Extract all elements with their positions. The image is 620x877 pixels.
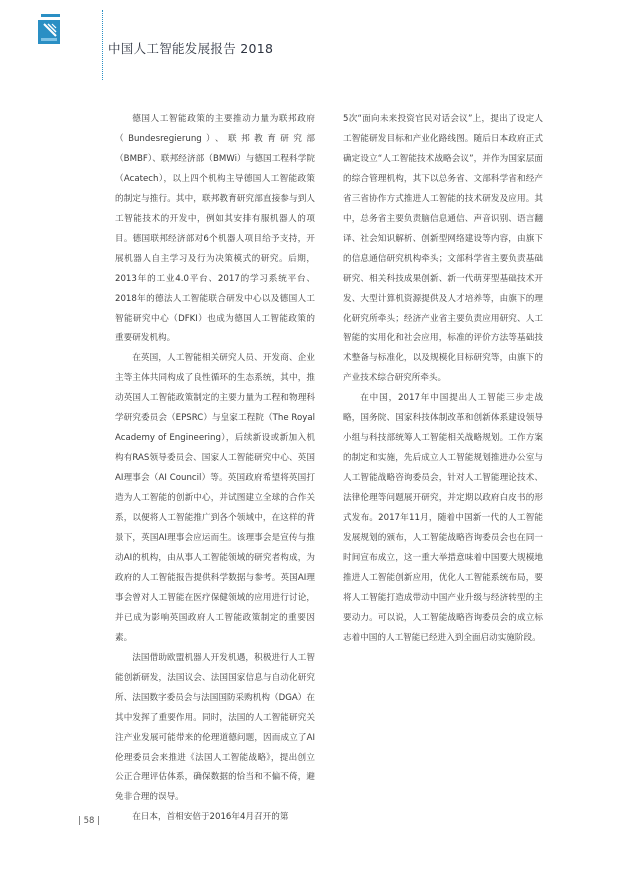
page-number: | 58 | <box>78 816 100 826</box>
page-header-title: 中国人工智能发展报告 2018 <box>108 41 274 56</box>
paragraph-china: 在中国，2017年中国提出人工智能三步走战略，国务院、国家科技体制改革和创新体系建设领导小组与科技部统筹人工智能相关战略规划。工作方案的制定和实施，先后成立人工智能规划推进办公室与人工智能战略咨询委员会，针对人工智能理论技术、法律伦理等问题展开研究，并定期以政府白皮书的形式发布。2017年11月，随着中国新一代的人工智能发展规划的颁布，人工智能战略咨询委员会也在同一时间宣布成立，这一重大举措意味着中国要大规模地推进人工智能创新应用，优化人工智能系统布局，要将人工智能打造成带动中国产业升级与经济转型的主要动力。可以说，人工智能战略咨询委员会的成立标志着中国的人工智能已经进入到全面启动实施阶段。 <box>343 393 543 643</box>
paragraph-france: 法国借助欧盟机器人开发机遇，积极进行人工智能创新研发，法国议会、法国国家信息与自动化研究所、法国数字委员会与法国国防采购机构（DGA）在其中发挥了重要作用。同时，法国的人工智能研究关注产业发展可能带来的伦理道德问题，因而成立了AI伦理委员会来推进《法国人工智能战略》，提出创立公正合理评估体系，确保数据的恰当和不偏不倚，避免非合理的误导。 <box>115 652 315 803</box>
paragraph-japan-start: 在日本，首相安倍于2016年4月召开的第 <box>132 812 289 823</box>
paragraph-uk: 在英国，人工智能相关研究人员、开发商、企业主等主体共同构成了良性循环的生态系统，其中，推动英国人工智能政策制定的主要力量为工程和物理科学研究委员会（EPSRC）与皇家工程院（The Royal Academy of Engineering），后续新设或新加入机构有RAS领导委员会、国家人工智能研究中心、英国AI理事会（AI Council）等。英国政府希望将英国打造为人工智能的创新中心，并试图建立全球的合作关系，以便将人工智能推广到各个领域中，在这样的背景下，英国AI理事会应运而生。该理事会是宣传与推动AI的机构，由从事人工智能领域的研究者构成，为政府的人工智能报告提供科学数据与参考。英国AI理事会曾对人工智能在医疗保健领域的应用进行讨论，并已成为影响英国政府人工智能政策制定的重要因素。 <box>115 353 315 643</box>
paragraph-japan-cont: 5次“面向未来投资官民对话会议”上，提出了设定人工智能研发目标和产业化路线图。随后日本政府正式确定设立“人工智能技术战略会议”，并作为国家层面的综合管理机构，其下以总务省、文部科学省和经产省三省协作方式推进人工智能的技术研发及应用。其中，总务省主要负责脑信息通信、声音识别、语言翻译、社会知识解析、创新型网络建设等内容，由旗下的信息通信研究机构牵头；文部科学省主要负责基础研究、相关科技成果创新、新一代萌芽型基础技术开发、大型计算机资源提供及人才培养等，由旗下的理化研究所牵头；经济产业省主要负责应用研究、人工智能的实用化和社会应用，标准的评价方法等基础技术整备与标准化，以及规模化目标研究等，由旗下的产业技术综合研究所牵头。 <box>343 114 543 384</box>
right-column <box>343 110 543 649</box>
paragraph-germany: 德国人工智能政策的主要推动力量为联邦政府（Bundesregierung）、联邦教育研究部（BMBF）、联邦经济部（BMWi）与德国工程科学院（Acatech），以上四个机构主导德国人工智能政策的制定与推行。其中，联邦教育研究部直接参与到人工智能技术的开发中，例如其安排有服机器人的项目。德国联邦经济部对6个机器人项目给予支持，开展机器人自主学习及行为决策模式的研究。后期，2013年的工业4.0平台、2017的学习系统平台、2018年的德法人工智能联合研发中心以及德国人工智能研究中心（DFKI）也成为德国人工智能政策的重要研发机构。 <box>115 114 315 344</box>
report-logo-icon <box>38 14 60 44</box>
left-column <box>115 110 315 828</box>
header-divider <box>102 10 103 80</box>
